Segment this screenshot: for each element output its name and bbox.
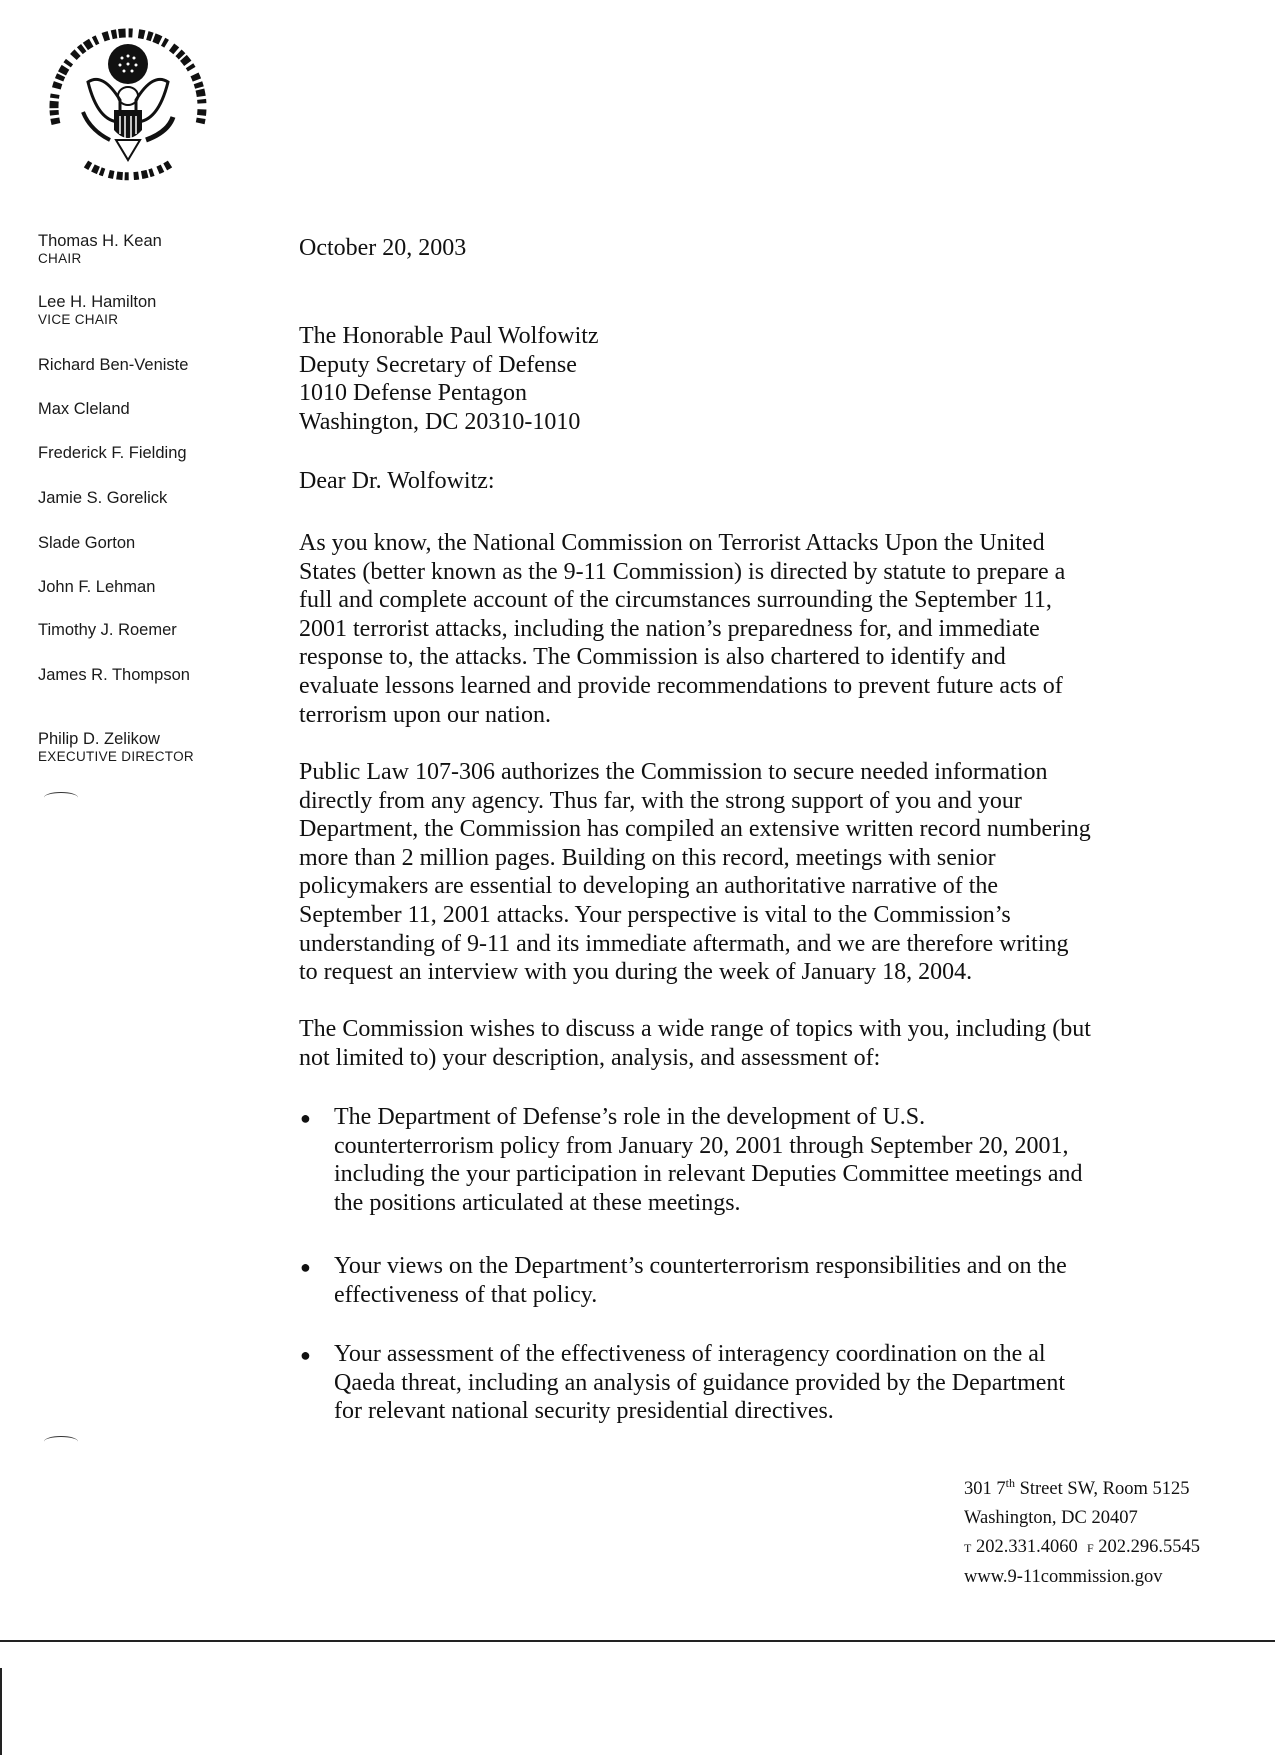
- member-kean: [38, 232, 162, 266]
- scan-edge: [0, 1668, 2, 1755]
- text-line: Department, the Commission has compiled an extensive written record numbering: [299, 816, 1091, 843]
- phone-number: 202.331.4060: [975, 1537, 1078, 1558]
- text-line: As you know, the National Commission on Terrorist Attacks Upon the United: [299, 530, 1045, 556]
- bullet-icon: ●: [300, 1345, 311, 1365]
- bullet-icon: ●: [300, 1108, 311, 1128]
- member-name: Frederick F. Fielding: [38, 444, 187, 462]
- punch-mark: [44, 792, 78, 803]
- member-hamilton: [38, 293, 156, 327]
- text-line: Qaeda threat, including an analysis of guidance provided by the Department: [334, 1369, 1066, 1396]
- text-line: understanding of 9-11 and its immediate aftermath, and we are therefore writing: [299, 930, 1069, 957]
- paragraph-3: [299, 1015, 1091, 1072]
- text-line: The Commission wishes to discuss a wide range of topics with you, including (but: [299, 1016, 1091, 1042]
- phone-fax-line: [964, 1533, 1200, 1563]
- member-name: Philip D. Zelikow: [38, 730, 160, 748]
- recipient-line: Deputy Secretary of Defense: [299, 351, 577, 378]
- recipient-line: Washington, DC 20310-1010: [299, 408, 581, 435]
- bullet-item-1: [334, 1103, 1082, 1217]
- ordinal-suffix: th: [1005, 1476, 1015, 1490]
- member-name: Lee H. Hamilton: [38, 293, 157, 311]
- paragraph-2: [299, 758, 1091, 987]
- city-line: Washington, DC 20407: [964, 1508, 1138, 1529]
- text-line: the positions articulated at these meetings.: [334, 1189, 741, 1216]
- text-line: terrorism upon our nation.: [299, 701, 551, 728]
- text-line: 2001 terrorist attacks, including the nation’s preparedness for, and immediate: [299, 615, 1040, 642]
- commission-contact-info: [964, 1469, 1200, 1592]
- street-number: 301 7: [964, 1479, 1006, 1500]
- text-line: Your views on the Department’s counterterrorism responsibilities and on the: [334, 1253, 1067, 1279]
- salutation: Dear Dr. Wolfowitz:: [299, 468, 495, 494]
- member-name: Max Cleland: [38, 400, 130, 418]
- text-line: full and complete account of the circumstances surrounding the September 11,: [299, 587, 1052, 614]
- text-line: not limited to) your description, analysis, and assessment of:: [299, 1044, 881, 1071]
- member-name: James R. Thompson: [38, 666, 190, 684]
- text-line: The Department of Defense’s role in the development of U.S.: [334, 1104, 926, 1130]
- member-title: VICE CHAIR: [38, 312, 119, 327]
- text-line: response to, the attacks. The Commission is also chartered to identify and: [299, 644, 1006, 671]
- text-line: including the your participation in relevant Deputies Committee meetings and: [334, 1161, 1083, 1188]
- fax-number: 202.296.5545: [1098, 1537, 1201, 1558]
- text-line: counterterrorism policy from January 20, 2001 through September 20, 2001,: [334, 1132, 1069, 1159]
- recipient-address: [299, 322, 599, 436]
- member-title: CHAIR: [38, 251, 82, 266]
- text-line: to request an interview with you during the week of January 18, 2004.: [299, 959, 973, 986]
- text-line: more than 2 million pages. Building on this record, meetings with senior: [299, 844, 996, 871]
- text-line: directly from any agency. Thus far, with the strong support of you and your: [299, 787, 1022, 814]
- text-line: States (better known as the 9-11 Commission) is directed by statute to prepare a: [299, 558, 1066, 585]
- punch-mark: [44, 1436, 78, 1447]
- text-line: September 11, 2001 attacks. Your perspective is vital to the Commission’s: [299, 901, 1011, 928]
- text-line: Your assessment of the effectiveness of interagency coordination on the al: [334, 1341, 1046, 1367]
- recipient-line: 1010 Defense Pentagon: [299, 380, 527, 407]
- bullet-item-2: [334, 1252, 1067, 1309]
- recipient-line: The Honorable Paul Wolfowitz: [299, 323, 599, 349]
- paragraph-1: [299, 529, 1065, 729]
- member-name: Timothy J. Roemer: [38, 621, 177, 639]
- member-name: Richard Ben-Veniste: [38, 356, 189, 374]
- text-line: Public Law 107-306 authorizes the Commission to secure needed information: [299, 759, 1048, 785]
- fax-label: F: [1086, 1541, 1094, 1556]
- commission-seal: [28, 12, 228, 202]
- member-name: Thomas H. Kean: [38, 232, 162, 250]
- bullet-item-3: [334, 1340, 1065, 1426]
- street-name: Street SW, Room 5125: [1014, 1479, 1190, 1500]
- member-name: Jamie S. Gorelick: [38, 489, 168, 507]
- letter-date: October 20, 2003: [299, 235, 467, 261]
- text-line: for relevant national security presidential directives.: [334, 1398, 834, 1425]
- text-line: policymakers are essential to developing an authoritative narrative of the: [299, 873, 999, 900]
- page-bottom-rule: [0, 1640, 1275, 1642]
- eagle-seal-icon: [28, 12, 228, 202]
- text-line: evaluate lessons learned and provide recommendations to prevent future acts of: [299, 672, 1063, 699]
- member-title: EXECUTIVE DIRECTOR: [38, 749, 194, 764]
- text-line: effectiveness of that policy.: [334, 1281, 598, 1308]
- website-link: www.9-11commission.gov: [964, 1567, 1163, 1588]
- member-zelikow: [38, 730, 194, 764]
- street-address: [964, 1469, 1200, 1504]
- phone-label: T: [964, 1541, 972, 1556]
- bullet-icon: ●: [300, 1257, 311, 1277]
- member-name: John F. Lehman: [38, 578, 156, 596]
- member-name: Slade Gorton: [38, 534, 136, 552]
